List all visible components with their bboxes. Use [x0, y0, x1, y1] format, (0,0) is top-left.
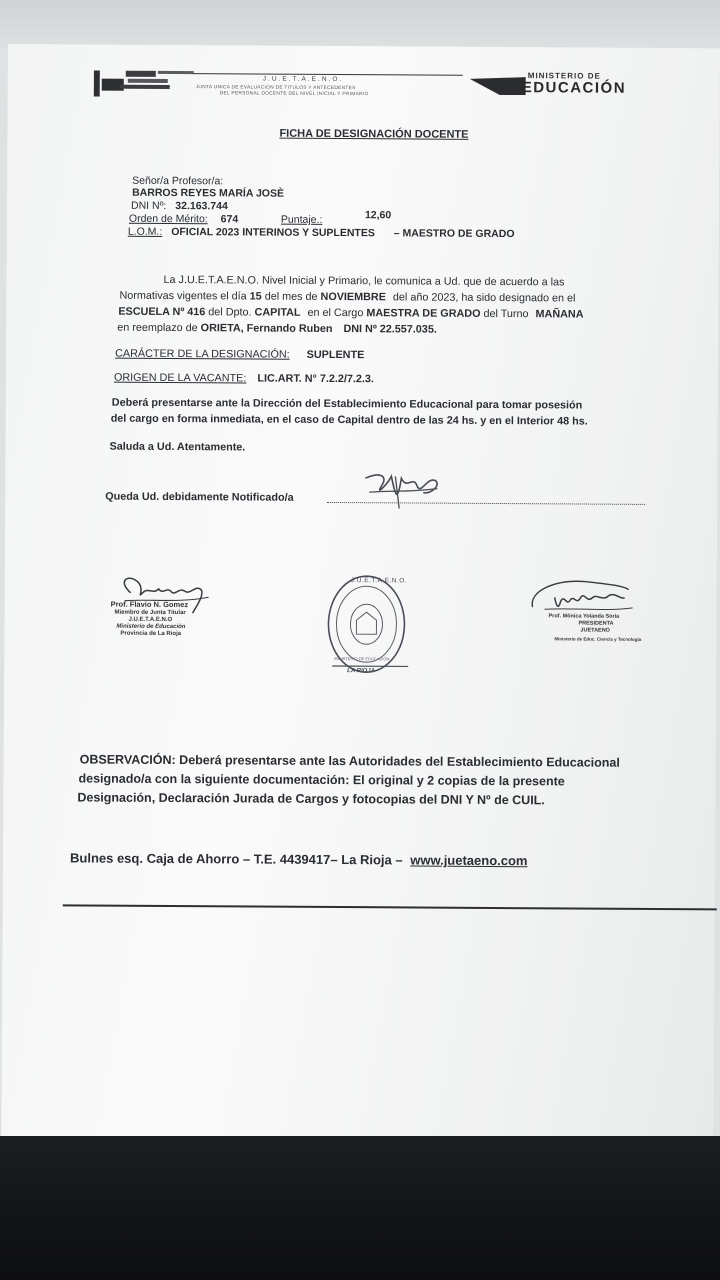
greeting: Saluda a Ud. Atentamente.: [109, 440, 246, 454]
salutation: Señor/a Profesor/a:: [132, 174, 224, 188]
official-seal-icon: [322, 572, 413, 681]
shift: MAÑANA: [535, 308, 584, 321]
seal-ring-text: MINISTERIO DE EDUCACIÓN: [334, 656, 390, 662]
dni-value: 32.163.744: [175, 200, 228, 213]
left-signer-name: Prof. Flavio N. Gomez: [110, 599, 189, 610]
present-line-2: del cargo en forma inmediata, en el caso de Capital dentro de las 24 hs. y en el Interior 48 hs.: [110, 412, 588, 428]
replaced-name: ORIETA, Fernando Ruben: [200, 322, 333, 335]
ministry-line-1: MINISTERIO DE: [527, 71, 601, 81]
text-segment: del año 2023, ha sido designado en el: [392, 291, 576, 305]
school-number: ESCUELA Nº 416: [118, 305, 206, 319]
left-signer-role-3: Ministerio de Educación: [116, 623, 186, 631]
footer-row: [70, 850, 528, 868]
left-signer-role-1: Miembro de Junta Titular: [114, 609, 186, 617]
observation-line-2: designado/a con la siguiente documentación: El original y 2 copias de la presente: [78, 771, 565, 789]
character-row: [115, 346, 364, 364]
character-value: SUPLENTE: [306, 348, 365, 362]
document-page: [1, 44, 720, 1160]
footer-divider: [63, 904, 717, 909]
lom-role: – MAESTRO DE GRADO: [393, 227, 515, 241]
origin-row: [114, 370, 374, 388]
dni-label: DNI Nº:: [130, 199, 167, 212]
replaced-dni: DNI Nº 22.557.035.: [343, 323, 437, 336]
footer-address: Bulnes esq. Caja de Ahorro – T.E. 4439417– La Rioja –: [69, 850, 403, 868]
text-segment: Normativas vigentes el día: [119, 289, 247, 303]
observation-text: Deberá presentarse ante las Autoridades del Establecimiento Educacional: [179, 753, 620, 770]
merit-value: 674: [220, 213, 239, 226]
merit-label: Orden de Mérito:: [128, 212, 208, 226]
character-label: CARÁCTER DE LA DESIGNACIÓN:: [115, 347, 290, 361]
seal-top-text: J.U.E.T.A.E.N.O.: [350, 577, 408, 585]
dni-row: [131, 200, 228, 213]
observation-line-3: Designación, Declaración Jurada de Cargos y fotocopias del DNI Y Nº de CUIL.: [77, 790, 545, 808]
text-segment: en el Cargo: [307, 306, 364, 320]
score-value: 12,60: [364, 209, 392, 222]
text-segment: del Dpto.: [208, 306, 252, 319]
right-signer-role-2: JUETAENO: [580, 627, 610, 634]
department: CAPITAL: [254, 306, 301, 319]
score-label: Puntaje.:: [280, 213, 323, 226]
origin-value: LIC.ART. N° 7.2.2/7.2.3.: [257, 372, 374, 386]
background-bottom: [0, 1136, 720, 1280]
footer-website-link[interactable]: www.juetaeno.com: [410, 852, 528, 869]
merit-row: [129, 213, 238, 226]
seal-bottom-text: LA RIOJA: [347, 668, 375, 675]
paragraph-line-1: La J.U.E.T.A.E.N.O. Nivel Inicial y Primario, le comunica a Ud. que de acuerdo a las: [163, 273, 565, 289]
teacher-name: BARROS REYES MARÍA JOSÈ: [132, 186, 285, 200]
lom-label: L.O.M.:: [127, 225, 163, 238]
lom-value: OFICIAL 2023 INTERINOS Y SUPLENTES: [171, 226, 375, 240]
org-subtitle-1: JUNTA UNICA DE EVALUACION DE TITULOS Y ANTECEDENTES: [195, 85, 356, 92]
designation-month: NOVIEMBRE: [320, 290, 386, 304]
right-signer-role-1: PRESIDENTA: [578, 620, 614, 627]
observation-label: OBSERVACIÓN:: [79, 752, 176, 768]
paragraph-line-4: [117, 320, 437, 338]
ministry-wedge-icon: [470, 75, 526, 95]
text-segment: del Turno: [483, 307, 529, 321]
juetaeno-logo-icon: [94, 69, 194, 100]
notified-label: Queda Ud. debidamente Notificado/a: [105, 490, 294, 504]
org-name: J.U.E.T.A.E.N.O.: [262, 75, 344, 84]
text-segment: del mes de: [264, 290, 318, 303]
lom-row: [128, 226, 515, 240]
org-subtitle-2: DEL PERSONAL DOCENTE DEL NIVEL INICIAL Y PRIMARIO: [219, 91, 369, 98]
text-segment: en reemplazo de: [117, 321, 198, 335]
origin-label: ORIGEN DE LA VACANTE:: [113, 371, 247, 385]
document-title: FICHA DE DESIGNACIÓN DOCENTE: [279, 127, 469, 141]
left-signer-role-2: J.U.E.T.A.E.N.O: [128, 616, 173, 624]
ministry-line-2: EDUCACIÓN: [521, 79, 627, 97]
present-line-1: Deberá presentarse ante la Dirección del Establecimiento Educacional para tomar posesión: [111, 396, 583, 412]
role: MAESTRA DE GRADO: [366, 307, 481, 320]
right-signer-name: Prof. Mónica Yolanda Soria: [548, 613, 620, 620]
right-signer-role-3: Ministerio de Educ. Ciencia y Tecnología: [554, 636, 642, 642]
left-signer-role-4: Provincia de La Rioja: [120, 630, 182, 638]
designation-day: 15: [249, 290, 262, 303]
notified-signature-icon: [357, 464, 447, 513]
